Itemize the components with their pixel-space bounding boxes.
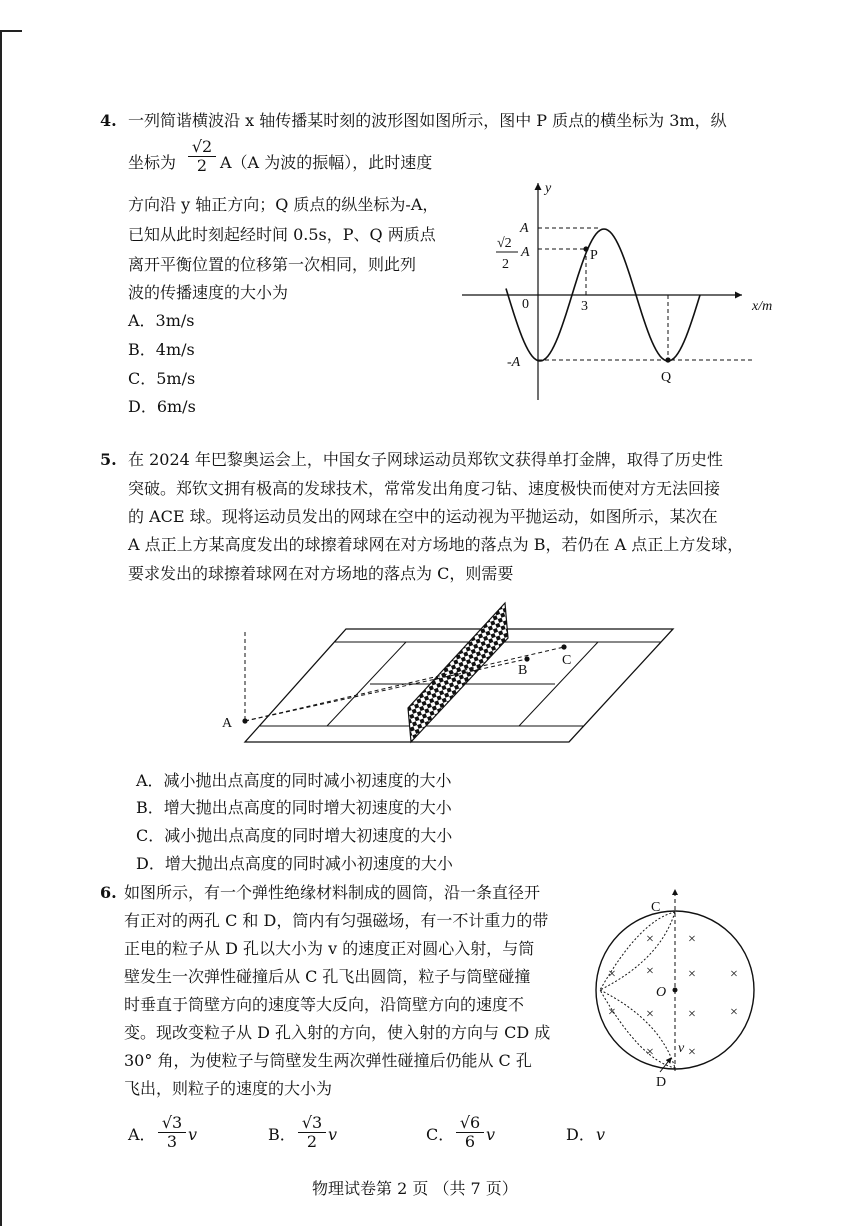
- q6-option-c-label[interactable]: C．: [426, 1125, 455, 1144]
- q4-line-3: 方向沿 y 轴正方向；Q 质点的纵坐标为-A，: [128, 195, 439, 214]
- field-cross-mark: ×: [688, 1007, 696, 1022]
- q4-option-a[interactable]: A．3m/s: [128, 311, 195, 330]
- point-p-label: P: [590, 248, 598, 263]
- field-cross-mark: ×: [730, 967, 738, 982]
- fraction-denominator: 3: [166, 1132, 178, 1151]
- center-o-dot: [673, 988, 678, 993]
- amp-fraction-den: 2: [502, 257, 509, 272]
- q5-option-d[interactable]: D．增大抛出点高度的同时减小初速度的大小: [136, 854, 453, 873]
- q4-line-1: 一列简谐横波沿 x 轴传播某时刻的波形图如图所示，图中 P 质点的横坐标为 3m，纵: [128, 111, 727, 130]
- q4-line-6: 波的传播速度的大小为: [128, 283, 289, 302]
- negative-amplitude-label: -A: [507, 355, 521, 370]
- q5-option-a[interactable]: A．减小抛出点高度的同时减小初速度的大小: [136, 771, 452, 790]
- fraction-denominator: 6: [464, 1132, 476, 1151]
- field-cross-mark: ×: [646, 932, 654, 947]
- q6-option-c-fraction[interactable]: [456, 1114, 484, 1151]
- point-a-label: A: [222, 716, 233, 731]
- point-c-label: C: [651, 900, 661, 915]
- point-c-label: C: [562, 653, 572, 668]
- q6-line-1: 如图所示，有一个弹性绝缘材料制成的圆筒，沿一条直径开: [124, 883, 541, 902]
- field-cross-mark: ×: [646, 1007, 654, 1022]
- q5-option-c[interactable]: C．减小抛出点高度的同时增大初速度的大小: [136, 826, 453, 845]
- q5-line-3: 的 ACE 球。现将运动员发出的网球在空中的运动视为平抛运动，如图所示，某次在: [128, 507, 718, 526]
- q4-option-b[interactable]: B．4m/s: [128, 340, 195, 359]
- q5-line-2: 突破。郑钦文拥有极高的发球技术，常常发出角度刁钻、速度极快而使对方无法回接: [128, 479, 721, 498]
- field-cross-mark: ×: [608, 1005, 616, 1020]
- magnetic-field-marks: [608, 932, 738, 1060]
- fraction-denominator: 2: [306, 1132, 318, 1151]
- q4-line-4: 已知从此时刻起经时间 0.5s，P、Q 两质点: [128, 225, 436, 244]
- q6-line-5: 时垂直于筒壁方向的速度等大反向，沿筒壁方向的速度不: [124, 995, 525, 1014]
- tick-3-label: 3: [581, 299, 588, 314]
- particle-path: [600, 990, 675, 1068]
- q5-line-1: 在 2024 年巴黎奥运会上，中国女子网球运动员郑钦文获得单打金牌，取得了历史性: [128, 450, 723, 469]
- point-o-label: O: [656, 985, 667, 1000]
- amp-fraction-a: A: [521, 245, 530, 260]
- fraction-denominator: 2: [196, 156, 208, 175]
- q6-line-3: 正电的粒子从 D 孔以大小为 v 的速度正对圆心入射，与筒: [124, 939, 535, 958]
- q4-option-d[interactable]: D．6m/s: [128, 397, 196, 416]
- field-cross-mark: ×: [688, 932, 696, 947]
- field-cross-mark: ×: [688, 1045, 696, 1060]
- q6-option-b-fraction[interactable]: [298, 1114, 326, 1151]
- q6-option-d-label[interactable]: D．: [566, 1125, 595, 1144]
- field-cross-mark: ×: [688, 967, 696, 982]
- origin-label: 0: [522, 297, 529, 312]
- point-q-label: Q: [661, 370, 672, 385]
- question-number: 5.: [100, 450, 117, 469]
- fraction-numerator: √2: [188, 138, 216, 157]
- q4-option-c[interactable]: C．5m/s: [128, 369, 196, 388]
- q6-line-7: 30° 角，为使粒子与筒壁发生两次弹性碰撞后仍能从 C 孔: [124, 1051, 532, 1070]
- q6-option-a-unit: v: [188, 1125, 198, 1144]
- question-number: 6.: [100, 883, 117, 902]
- q6-option-b-unit: v: [328, 1125, 338, 1144]
- q6-option-a-fraction[interactable]: [158, 1114, 186, 1151]
- x-axis-label: x/m: [752, 299, 773, 314]
- q6-option-d-unit: v: [596, 1125, 606, 1144]
- q4-line-5: 离开平衡位置的位移第一次相同，则此列: [128, 255, 417, 274]
- fraction-numerator: √3: [158, 1114, 186, 1133]
- point-b-label: B: [518, 663, 528, 678]
- q6-option-b-label[interactable]: B．: [268, 1125, 296, 1144]
- field-cross-mark: ×: [730, 1005, 738, 1020]
- q6-line-6: 变。现改变粒子从 D 孔入射的方向，使入射的方向与 CD 成: [124, 1023, 551, 1042]
- field-cross-mark: ×: [608, 967, 616, 982]
- q4-line-2-pre: 坐标为: [128, 153, 177, 172]
- y-axis-label: y: [545, 181, 552, 196]
- q5-line-5: 要求发出的球擦着球网在对方场地的落点为 C，则需要: [128, 564, 514, 583]
- q6-option-a-label[interactable]: A．: [128, 1125, 156, 1144]
- fraction-numerator: √3: [298, 1114, 326, 1133]
- q5-option-b[interactable]: B．增大抛出点高度的同时增大初速度的大小: [136, 798, 452, 817]
- amp-fraction-num: √2: [497, 236, 512, 251]
- field-cross-mark: ×: [646, 1045, 654, 1060]
- fraction-numerator: √6: [456, 1114, 484, 1133]
- velocity-label: v: [678, 1041, 685, 1056]
- q6-line-2: 有正对的两孔 C 和 D，筒内有匀强磁场，有一不计重力的带: [124, 911, 549, 930]
- question-number: 4.: [100, 111, 117, 130]
- q6-option-c-unit: v: [486, 1125, 496, 1144]
- amplitude-label: A: [520, 221, 529, 236]
- entry-arrow: [660, 1058, 671, 1072]
- q6-line-4: 壁发生一次弹性碰撞后从 C 孔飞出圆筒，粒子与筒壁碰撞: [124, 967, 531, 986]
- q6-line-8: 飞出，则粒子的速度的大小为: [124, 1079, 333, 1098]
- point-d-label: D: [656, 1075, 667, 1090]
- field-cross-mark: ×: [646, 964, 654, 979]
- page-footer: 物理试卷第 2 页 （共 7 页）: [312, 1179, 518, 1198]
- q4-line-2-post: A（A 为波的振幅），此时速度: [220, 153, 433, 172]
- q5-line-4: A 点正上方某高度发出的球擦着球网在对方场地的落点为 B，若仍在 A 点正上方发球，: [128, 535, 744, 554]
